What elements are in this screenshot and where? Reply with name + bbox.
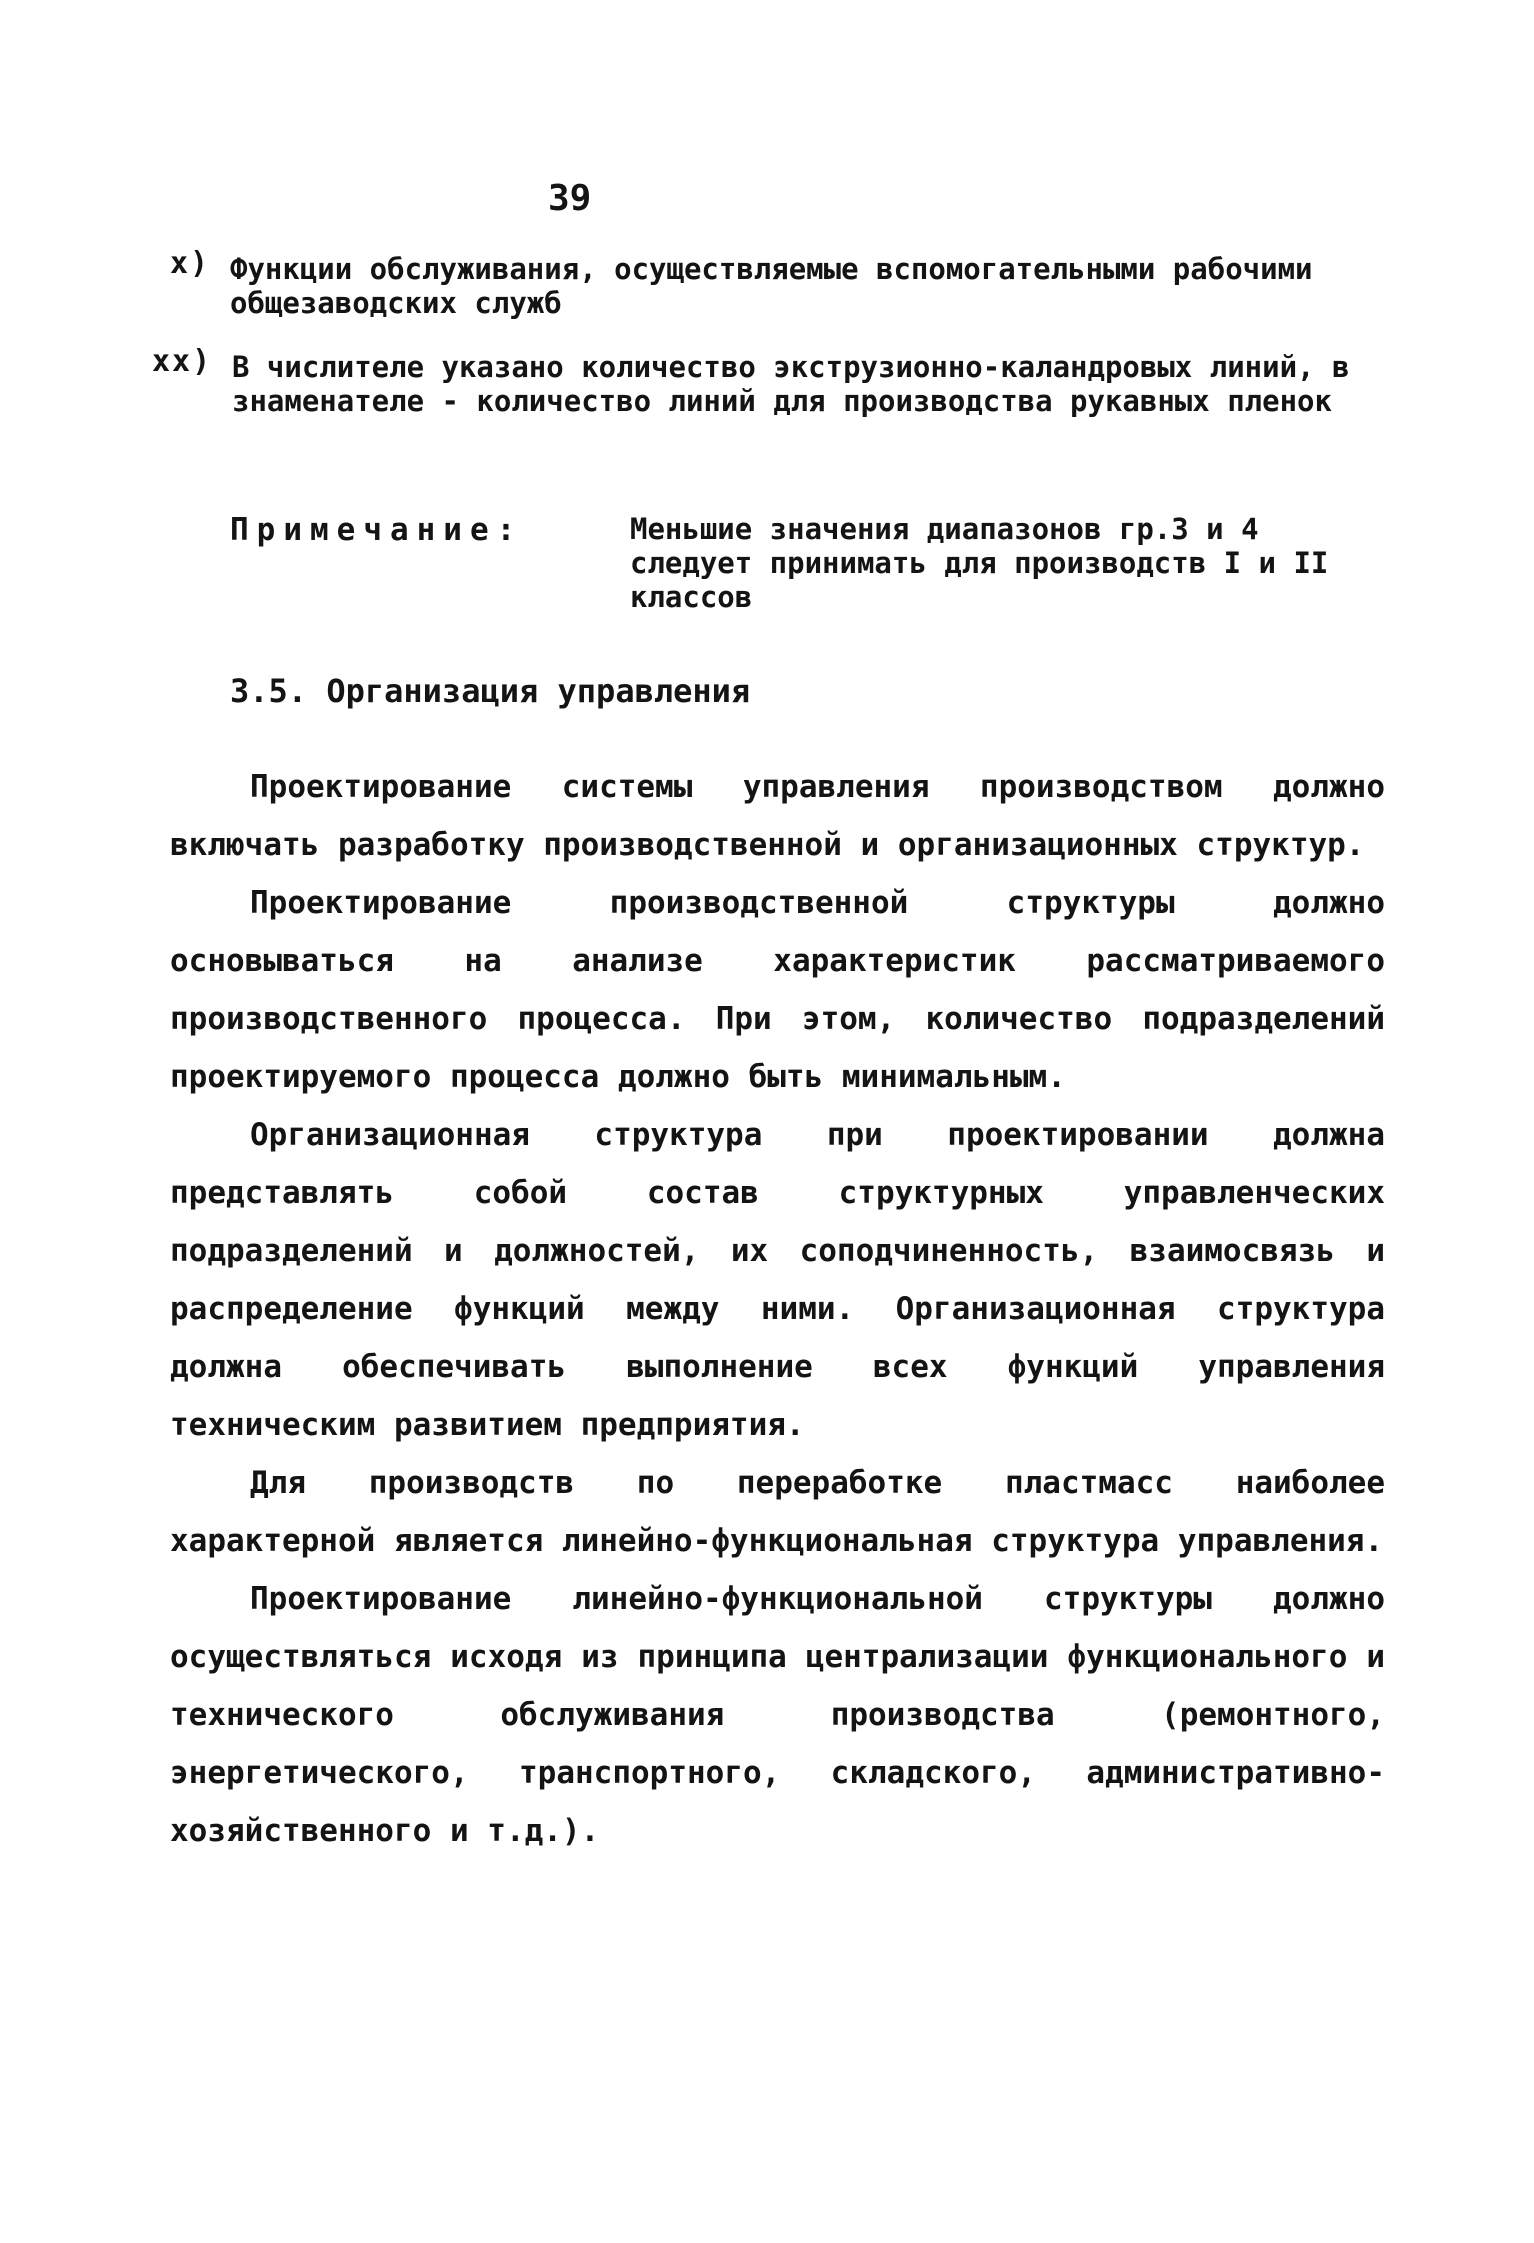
paragraph: Организационная структура при проектировании должна представлять собой состав структурных управленческих подразделений и должностей, их соподчиненность, взаимосвязь и распределение функций между ними. Организационная структура должна обеспечивать выполнение всех функций управления техническим развитием предприятия.: [170, 1117, 1385, 1443]
paragraph: Для производств по переработке пластмасс наиболее характерной является линейно-функциональная структура управления.: [170, 1465, 1385, 1559]
note-label: Примечание:: [230, 512, 524, 548]
paragraph: Проектирование системы управления производством должно включать разработку производственной и организационных структур.: [170, 769, 1385, 863]
section-body: [170, 758, 1385, 1860]
paragraph: Проектирование производственной структуры должно основываться на анализе характеристик рассматриваемого производственного процесса. При этом, количество подразделений проектируемого процесса должно быть минимальным.: [170, 885, 1385, 1095]
page-number: 39: [548, 178, 592, 219]
footnote-marker: x): [170, 246, 211, 281]
footnote-text: Функции обслуживания, осуществляемые вспомогательными рабочими общезаводских служб: [230, 252, 1313, 320]
note-text: Меньшие значения диапазонов гр.3 и 4 следует принимать для производств I и II классов: [630, 512, 1329, 614]
footnote-marker: xx): [152, 344, 213, 379]
section-heading: 3.5. Организация управления: [230, 672, 751, 710]
footnote-text: В числителе указано количество экструзионно-каландровых линий, в знаменателе - количество линий для производства рукавных пленок: [232, 350, 1350, 418]
paragraph: Проектирование линейно-функциональной структуры должно осуществляться исходя из принципа централизации функционального и технического обслуживания производства (ремонтного, энергетического, транспортного, складского, административно-хозяйственного и т.д.).: [170, 1581, 1385, 1849]
